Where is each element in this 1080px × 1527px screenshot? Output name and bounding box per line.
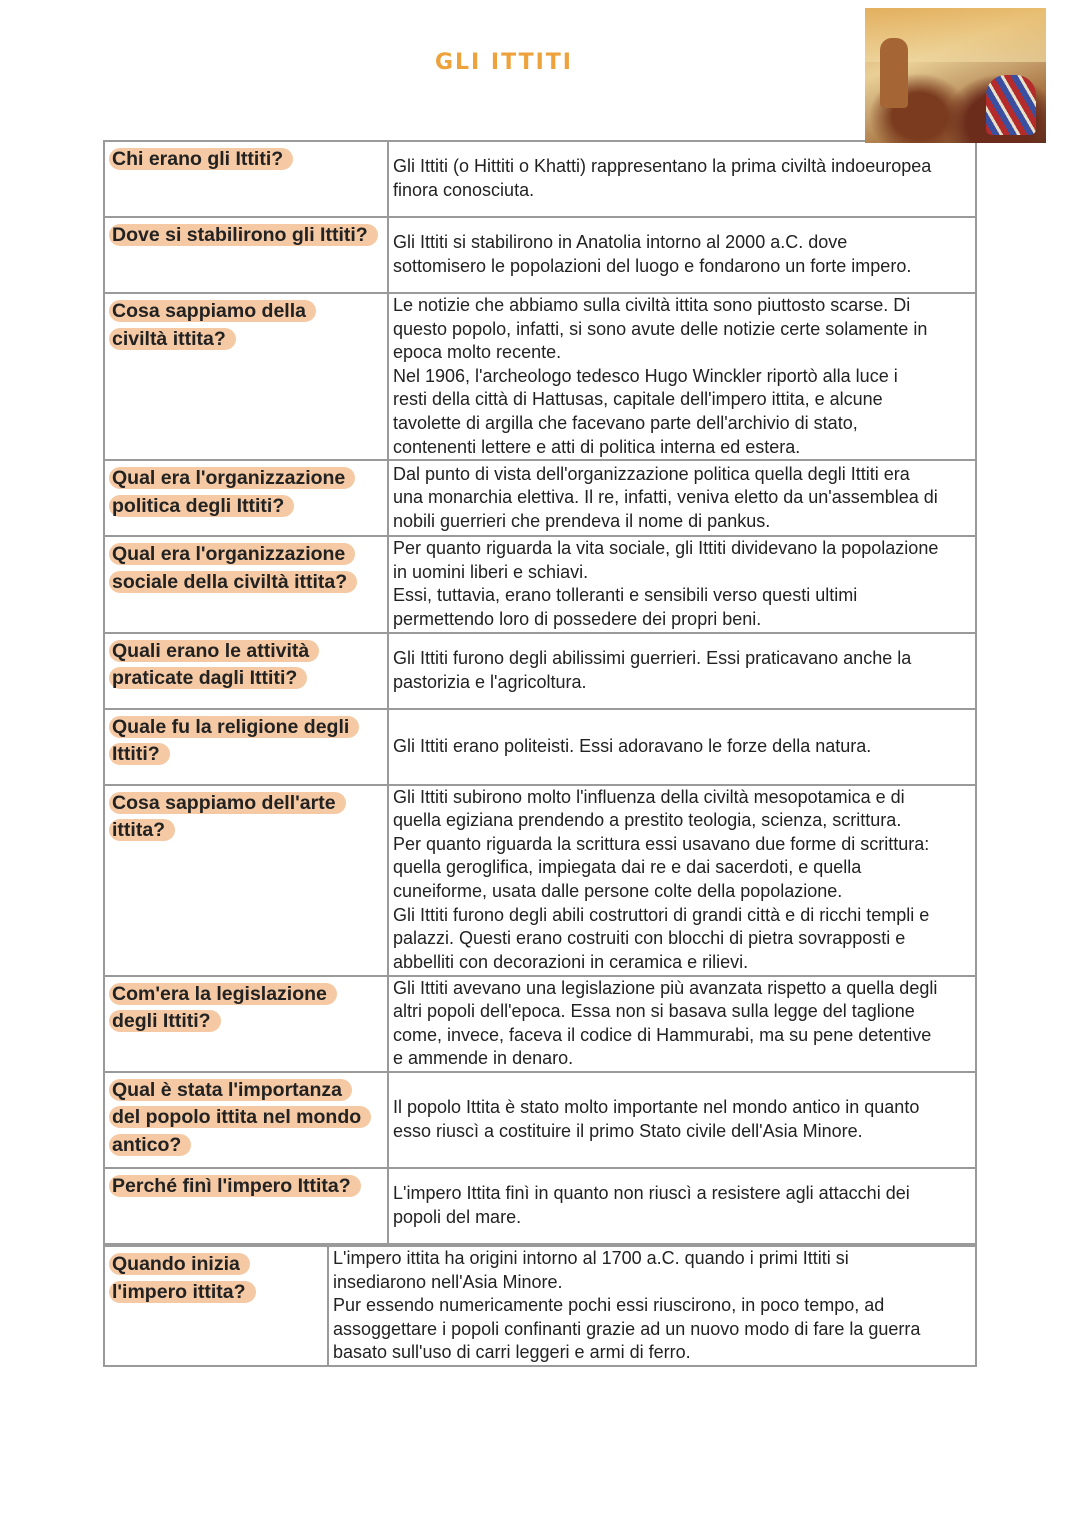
hittite-chariot-illustration (865, 8, 1046, 143)
question-cell (104, 633, 388, 709)
question-text: Dove si stabilirono gli Ittiti? (109, 224, 378, 246)
table-row (104, 293, 976, 460)
question-text: Quando inizia l'impero ittita? (109, 1253, 256, 1303)
qa-table (103, 140, 977, 1245)
question-cell (104, 709, 388, 785)
answer-cell: L'impero Ittita finì in quanto non riuscì a resistere agli attacchi dei popoli del mare. (388, 1168, 976, 1244)
answer-cell: Gli Ittiti subirono molto l'influenza della civiltà mesopotamica e di quella egiziana prendendo a prestito teologia, scienza, scrittura. Per quanto riguarda la scrittura essi usavano due forme di scrittura: quella geroglifica, impiegata dai re e dai sacerdoti, e quella cuneiforme, usata dalle persone colte della popolazione. Gli Ittiti furono degli abili costruttori di grandi città e di ricchi templi e palazzi. Questi erano costruiti con blocchi di pietra sovrapposti e abbelliti con decorazioni in ceramica e rilievi. (388, 785, 976, 976)
answer-cell: Gli Ittiti erano politeisti. Essi adoravano le forze della natura. (388, 709, 976, 785)
table-row (104, 1168, 976, 1244)
question-cell (104, 460, 388, 536)
question-text: Chi erano gli Ittiti? (109, 148, 293, 170)
question-text: Perché finì l'impero Ittita? (109, 1175, 361, 1197)
question-text: Qual è stata l'importanza del popolo ittita nel mondo antico? (109, 1079, 371, 1156)
question-cell (104, 536, 388, 632)
answer-cell: Gli Ittiti furono degli abilissimi guerrieri. Essi praticavano anche la pastorizia e l'agricoltura. (388, 633, 976, 709)
question-cell (104, 217, 388, 293)
question-text: Com'era la legislazione degli Ittiti? (109, 983, 337, 1033)
question-text: Cosa sappiamo dell'arte ittita? (109, 792, 346, 842)
table-row (104, 1246, 976, 1366)
answer-cell: Gli Ittiti avevano una legislazione più avanzata rispetto a quella degli altri popoli dell'epoca. Essa non si basava sulla legge del taglione come, invece, faceva il codice di Hammurabi, ma su pene detentive e ammende in denaro. (388, 976, 976, 1072)
answer-cell: Gli Ittiti si stabilirono in Anatolia intorno al 2000 a.C. dove sottomisero le popolazioni del luogo e fondarono un forte impero. (388, 217, 976, 293)
question-cell (104, 141, 388, 217)
answer-cell: Gli Ittiti (o Hittiti o Khatti) rappresentano la prima civiltà indoeuropea finora conosciuta. (388, 141, 976, 217)
qa-table-extra (103, 1245, 977, 1367)
page-title: GLI ITTITI (434, 50, 573, 75)
question-cell (104, 293, 388, 460)
question-cell (104, 976, 388, 1072)
question-cell (104, 785, 388, 976)
table-row (104, 976, 976, 1072)
question-cell (104, 1168, 388, 1244)
question-cell (104, 1246, 328, 1366)
question-text: Cosa sappiamo della civiltà ittita? (109, 300, 316, 350)
answer-cell: Per quanto riguarda la vita sociale, gli Ittiti dividevano la popolazione in uomini liberi e schiavi. Essi, tuttavia, erano tolleranti e sensibili verso questi ultimi permettendo loro di possedere dei propri beni. (388, 536, 976, 632)
question-cell (104, 1072, 388, 1168)
table-row (104, 709, 976, 785)
answer-cell: Il popolo Ittita è stato molto importante nel mondo antico in quanto esso riuscì a costituire il primo Stato civile dell'Asia Minore. (388, 1072, 976, 1168)
answer-cell: Dal punto di vista dell'organizzazione politica quella degli Ittiti era una monarchia elettiva. Il re, infatti, veniva eletto da un'assemblea di nobili guerrieri che prendeva il nome di pankus. (388, 460, 976, 536)
answer-cell: L'impero ittita ha origini intorno al 1700 a.C. quando i primi Ittiti si insediarono nell'Asia Minore. Pur essendo numericamente pochi essi riuscirono, in poco tempo, ad assoggettare i popoli confinanti grazie ad un nuovo modo di fare la guerra basato sull'uso di carri leggeri e armi di ferro. (328, 1246, 976, 1366)
table-row (104, 217, 976, 293)
question-text: Quali erano le attività praticate dagli Ittiti? (109, 640, 319, 690)
question-text: Qual era l'organizzazione politica degli Ittiti? (109, 467, 355, 517)
question-text: Qual era l'organizzazione sociale della civiltà ittita? (109, 543, 357, 593)
table-row (104, 460, 976, 536)
table-row (104, 633, 976, 709)
question-text: Quale fu la religione degli Ittiti? (109, 716, 359, 766)
answer-cell: Le notizie che abbiamo sulla civiltà ittita sono piuttosto scarse. Di questo popolo, infatti, si sono avute delle notizie certe solamente in epoca molto recente. Nel 1906, l'archeologo tedesco Hugo Winckler riportò alla luce i resti della città di Hattusas, capitale dell'impero ittita, e alcune tavolette di argilla che facevano parte dell'archivio di stato, contenenti lettere e atti di politica interna ed estera. (388, 293, 976, 460)
table-row (104, 536, 976, 632)
table-row (104, 1072, 976, 1168)
table-row (104, 785, 976, 976)
table-row (104, 141, 976, 217)
